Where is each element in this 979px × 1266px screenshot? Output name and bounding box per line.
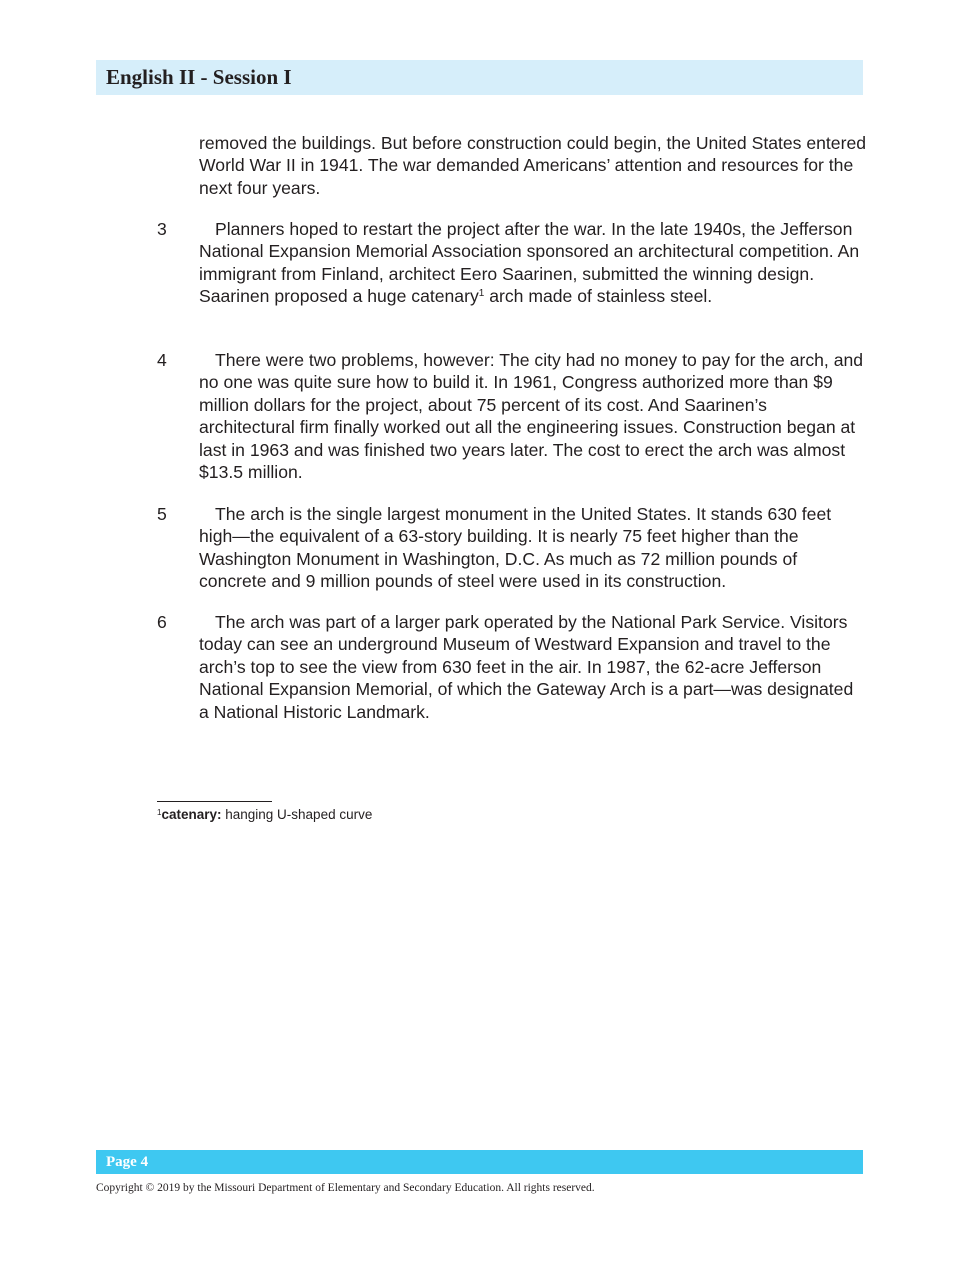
footnote-definition: hanging U-shaped curve <box>221 807 373 822</box>
paragraph-text: removed the buildings. But before construction could begin, the United States entered World War II in 1941. The war demanded Americans’ attention and resources for the next four years. <box>199 133 867 198</box>
footnote-marker: 1 <box>157 808 162 817</box>
paragraph-number: 3 <box>157 219 167 239</box>
paragraph-number: 5 <box>157 504 167 524</box>
footnote-marker: 1 <box>478 288 485 300</box>
paragraph-text-part: Planners hoped to restart the project after the war. In the late 1940s, the Jefferson National Expansion Memorial Association sponsored an architectural competition. An immigrant from Finland, architect Eero Saarinen, submitted the winning design. Saarinen proposed a huge catenary <box>199 219 860 307</box>
page-title: English II - Session I <box>106 65 292 89</box>
header-bar <box>96 60 863 95</box>
paragraph-number: 4 <box>157 350 167 370</box>
footer-bar <box>96 1150 863 1174</box>
paragraph-text-part: The arch was part of a larger park operated by the National Park Service. Visitors today can see an underground Museum of Westward Expansion and travel to the arch’s top to see the view from 630 feet in the air. In 1987, the 62-acre Jefferson National Expansion Memorial, of which the Gateway Arch is a part—was designated a National Historic Landmark. <box>199 612 854 722</box>
paragraph-text-part: The arch is the single largest monument in the United States. It stands 630 feet high—the equivalent of a 63-story building. It is nearly 75 feet higher than the Washington Monument in Washington, D.C. As much as 72 million pounds of concrete and 9 million pounds of steel were used in its construction. <box>199 504 832 592</box>
footnote <box>157 807 372 822</box>
footnote-divider <box>157 801 272 802</box>
paragraph-text-part: arch made of stainless steel. <box>484 286 713 307</box>
paragraph-text <box>199 503 867 593</box>
footnote-term: catenary: <box>161 807 222 822</box>
paragraph-text <box>199 349 867 483</box>
paragraph-text <box>199 218 867 308</box>
paragraph-text-part: There were two problems, however: The city had no money to pay for the arch, and no one was quite sure how to build it. In 1961, Congress authorized more than $9 million dollars for the project, about 75 percent of its cost. And Saarinen’s architectural firm finally worked out all the engineering issues. Construction began at last in 1963 and was finished two years later. The cost to erect the arch was almost $13.5 million. <box>199 350 864 483</box>
copyright-notice: Copyright © 2019 by the Missouri Department of Elementary and Secondary Education. All rights reserved. <box>96 1182 595 1194</box>
paragraph-text <box>199 611 867 723</box>
paragraph-number: 6 <box>157 612 167 632</box>
page-number: Page 4 <box>106 1154 149 1170</box>
